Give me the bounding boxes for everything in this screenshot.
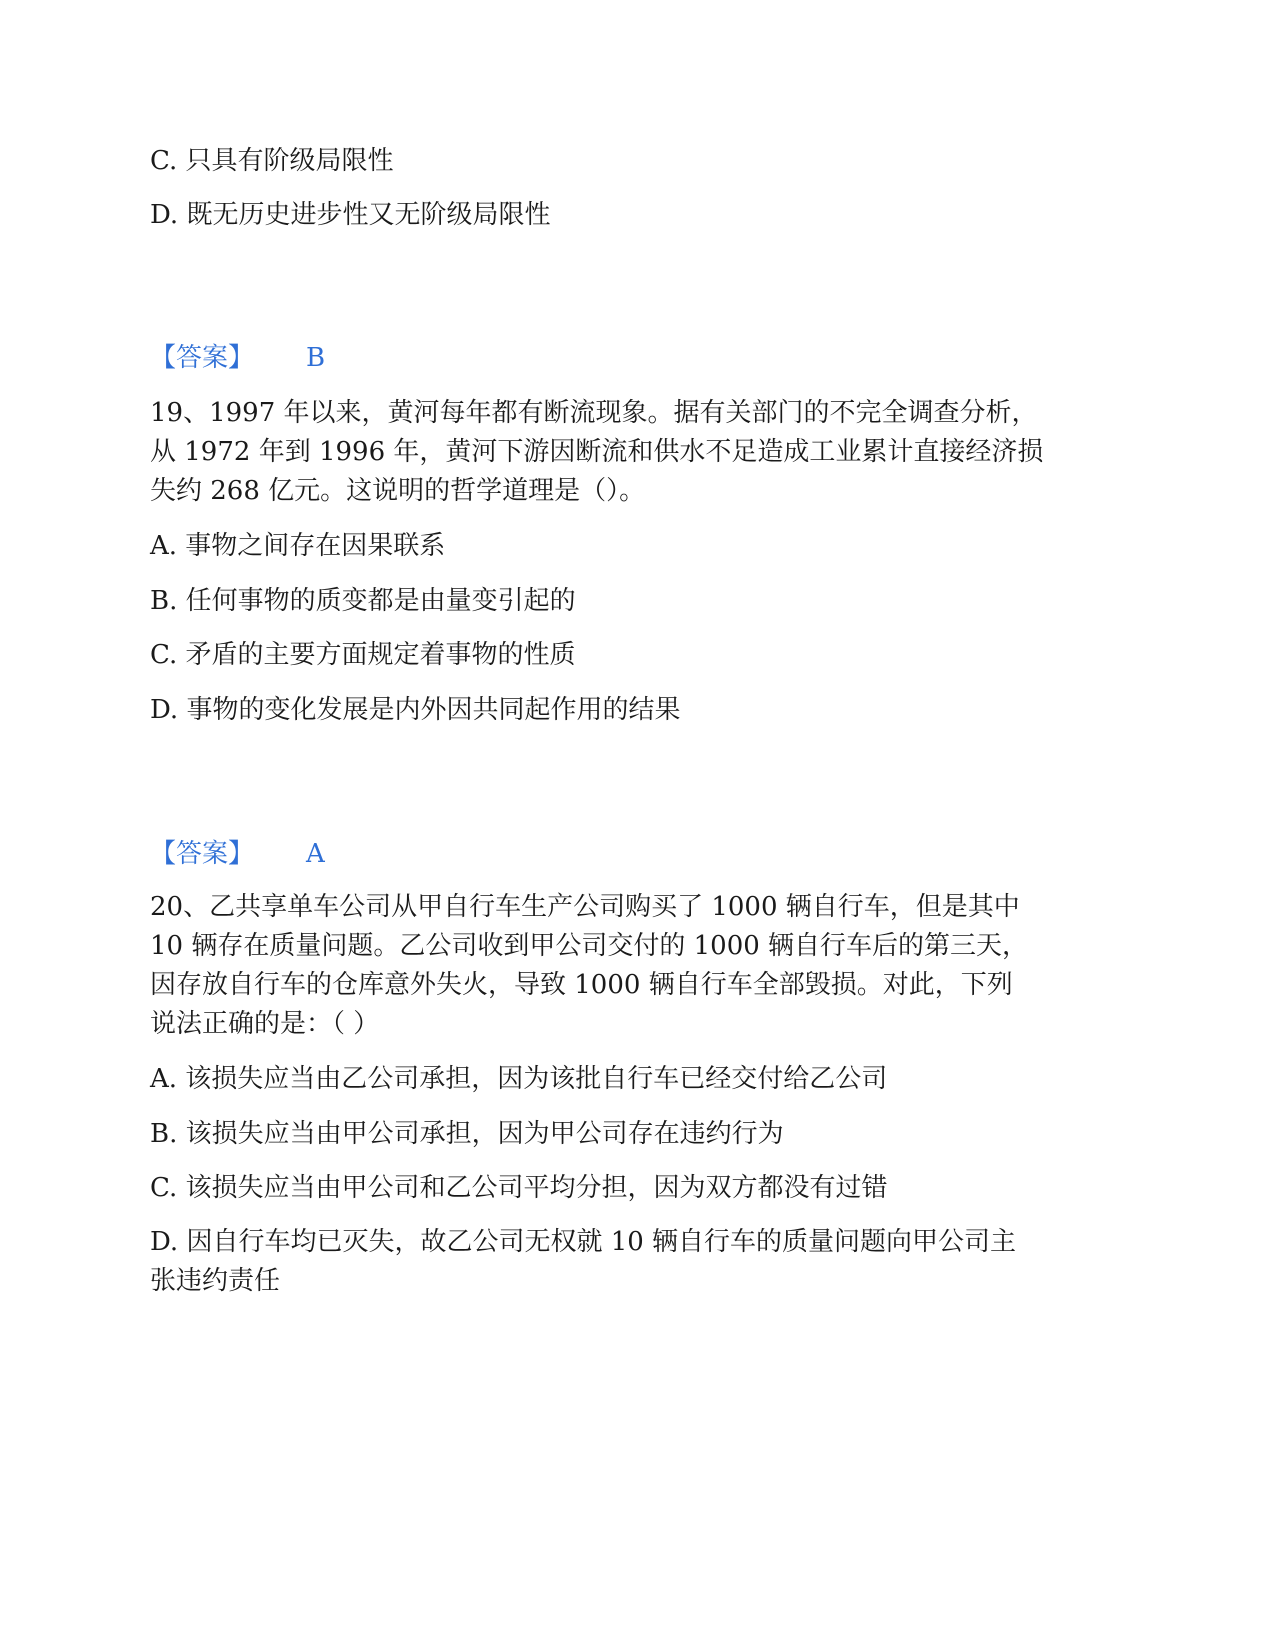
q20-option-d-line: 张违约责任 bbox=[150, 1266, 281, 1296]
q20-stem-line: 因存放自行车的仓库意外失火，导致 1000 辆自行车全部毁损。对此，下列 bbox=[150, 970, 1013, 1000]
q19-stem bbox=[150, 394, 1110, 511]
q19-stem-line: 失约 268 亿元。这说明的哲学道理是（）。 bbox=[150, 476, 646, 506]
q20-option-d bbox=[150, 1223, 1110, 1301]
q18-answer bbox=[150, 340, 325, 376]
q20-stem-line: 说法正确的是：（ ） bbox=[150, 1009, 380, 1039]
answer-value: B bbox=[306, 343, 326, 373]
answer-tag: 【答案】 bbox=[150, 839, 255, 869]
q20-stem-line: 20、乙共享单车公司从甲自行车生产公司购买了 1000 辆自行车，但是其中 bbox=[150, 892, 1020, 922]
q18-option-d: D. 既无历史进步性又无阶级局限性 bbox=[150, 200, 551, 230]
q20-option-d-line: D. 因自行车均已灭失，故乙公司无权就 10 辆自行车的质量问题向甲公司主 bbox=[150, 1227, 1017, 1257]
q18-option-c: C. 只具有阶级局限性 bbox=[150, 146, 394, 176]
q19-stem-line: 从 1972 年到 1996 年，黄河下游因断流和供水不足造成工业累计直接经济损 bbox=[150, 437, 1044, 467]
q19-option-b: B. 任何事物的质变都是由量变引起的 bbox=[150, 586, 576, 616]
q19-option-c: C. 矛盾的主要方面规定着事物的性质 bbox=[150, 640, 576, 670]
q20-stem bbox=[150, 888, 1110, 1044]
q19-option-a: A. 事物之间存在因果联系 bbox=[150, 531, 446, 561]
q20-option-b: B. 该损失应当由甲公司承担，因为甲公司存在违约行为 bbox=[150, 1119, 784, 1149]
q20-option-a: A. 该损失应当由乙公司承担，因为该批自行车已经交付给乙公司 bbox=[150, 1064, 888, 1094]
answer-value: A bbox=[306, 839, 325, 869]
q20-stem-line: 10 辆存在质量问题。乙公司收到甲公司交付的 1000 辆自行车后的第三天， bbox=[150, 931, 1029, 961]
q19-answer bbox=[150, 836, 325, 872]
answer-tag: 【答案】 bbox=[150, 343, 255, 373]
q19-stem-line: 19、1997 年以来，黄河每年都有断流现象。据有关部门的不完全调查分析， bbox=[150, 398, 1038, 428]
q20-option-c: C. 该损失应当由甲公司和乙公司平均分担，因为双方都没有过错 bbox=[150, 1173, 888, 1203]
q19-option-d: D. 事物的变化发展是内外因共同起作用的结果 bbox=[150, 695, 681, 725]
